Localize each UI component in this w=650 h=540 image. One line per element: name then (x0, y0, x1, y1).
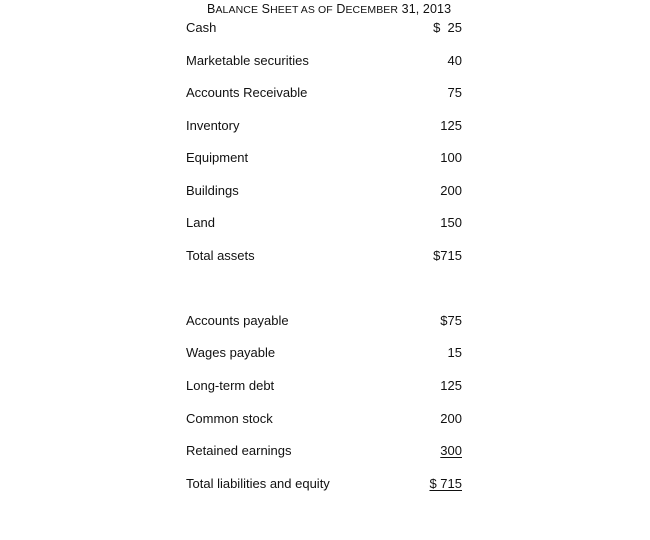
table-row-land (186, 213, 462, 233)
row-value: 300 (440, 443, 462, 458)
row-label: Inventory (186, 118, 240, 133)
row-value: 75 (447, 85, 462, 100)
row-value: 200 (440, 411, 462, 426)
row-label: Buildings (186, 183, 239, 198)
row-label: Total assets (186, 248, 255, 263)
table-row-accounts-payable (186, 311, 462, 331)
row-value: $ 715 (429, 476, 462, 491)
table-row-equipment (186, 148, 462, 168)
row-value: 40 (447, 53, 462, 68)
row-label: Accounts Receivable (186, 85, 308, 100)
table-row-cash (186, 18, 462, 38)
row-value: 125 (440, 378, 462, 393)
table-row-total-liabilities-equity (186, 474, 462, 494)
balance-sheet-title (207, 2, 451, 16)
table-row-accounts-receivable (186, 83, 462, 103)
row-label: Accounts payable (186, 313, 289, 328)
table-row-marketable-securities (186, 51, 462, 71)
table-row-common-stock (186, 409, 462, 429)
row-label: Land (186, 215, 215, 230)
row-label: Retained earnings (186, 443, 292, 458)
row-value: 15 (447, 345, 462, 360)
row-value: $75 (440, 313, 462, 328)
table-row-total-assets (186, 246, 462, 266)
row-value: 200 (440, 183, 462, 198)
table-row-long-term-debt (186, 376, 462, 396)
row-value: 100 (440, 150, 462, 165)
row-label: Long-term debt (186, 378, 275, 393)
table-row-inventory (186, 116, 462, 136)
row-label: Cash (186, 20, 217, 35)
row-value: 150 (440, 215, 462, 230)
row-value: $715 (433, 248, 462, 263)
table-row-retained-earnings (186, 441, 462, 461)
row-label: Marketable securities (186, 53, 309, 68)
table-row-wages-payable (186, 343, 462, 363)
row-value: $ 25 (433, 20, 462, 35)
row-value: 125 (440, 118, 462, 133)
row-label: Equipment (186, 150, 249, 165)
row-label: Wages payable (186, 345, 276, 360)
row-label: Common stock (186, 411, 273, 426)
row-label: Total liabilities and equity (186, 476, 330, 491)
title-text: BALANCE SHEET AS OF DECEMBER 31, 2013 (207, 2, 452, 16)
table-row-buildings (186, 181, 462, 201)
